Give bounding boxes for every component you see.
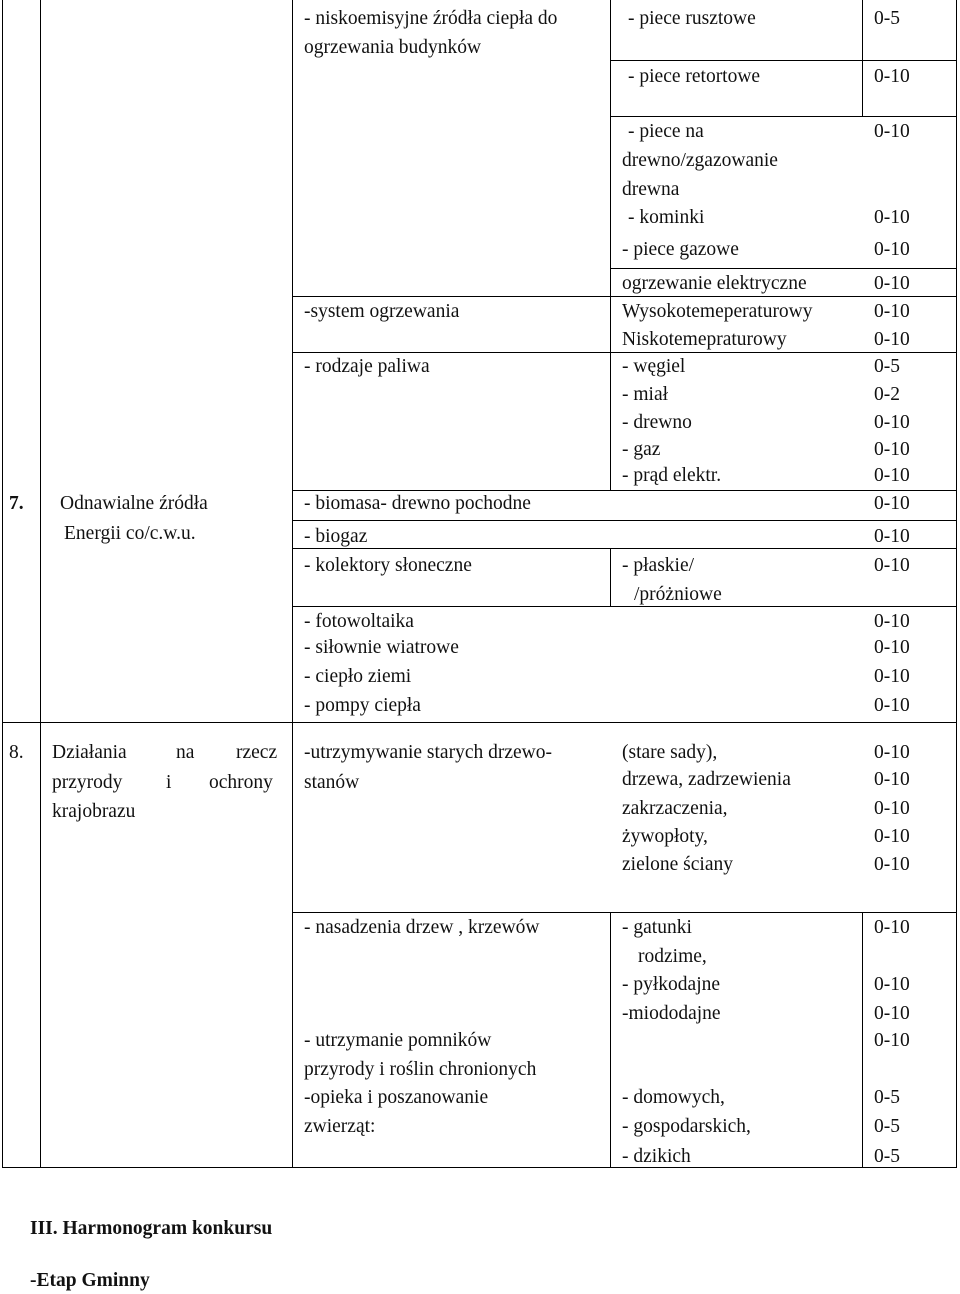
- row-heading: -system ogrzewania: [304, 301, 460, 322]
- item-label: - ciepło ziemi: [304, 666, 412, 687]
- item-label: drewna: [622, 179, 680, 200]
- item-score: 0-10: [874, 637, 910, 658]
- item-label: - biogaz: [304, 526, 368, 547]
- item-sublabel: - dzikich: [622, 1146, 691, 1167]
- item-sublabel: drzewa, zadrzewienia: [622, 769, 791, 790]
- item-label: - węgiel: [622, 356, 686, 377]
- item-label: - pompy ciepła: [304, 695, 421, 716]
- section-subheading: -Etap Gminny: [30, 1270, 150, 1291]
- section-title: Odnawialne źródła: [60, 493, 208, 514]
- item-score: 0-10: [874, 917, 910, 938]
- section-number: 8.: [9, 742, 24, 763]
- item-score: 0-10: [874, 412, 910, 433]
- item-label: -opieka i poszanowanie: [304, 1087, 489, 1108]
- item-label: Wysokotemeperaturowy: [622, 301, 813, 322]
- item-sublabel: zakrzaczenia,: [622, 798, 728, 819]
- item-score: 0-10: [874, 526, 910, 547]
- item-score: 0-10: [874, 66, 910, 87]
- item-score: 0-10: [874, 695, 910, 716]
- item-score: 0-10: [874, 439, 910, 460]
- item-score: 0-10: [874, 273, 910, 294]
- item-sublabel: rodzime,: [638, 946, 707, 967]
- item-label: - piece gazowe: [622, 239, 739, 260]
- item-sublabel: - gospodarskich,: [622, 1116, 751, 1137]
- item-score: 0-10: [874, 1030, 910, 1051]
- item-label: - biomasa- drewno pochodne: [304, 493, 531, 514]
- item-sublabel: (stare sady),: [622, 742, 718, 763]
- item-sublabel: zielone ściany: [622, 854, 733, 875]
- item-sublabel: /próżniowe: [634, 584, 722, 605]
- item-score: 0-10: [874, 1003, 910, 1024]
- item-score: 0-10: [874, 826, 910, 847]
- section-title-word: przyrody: [52, 772, 123, 793]
- item-score: 0-10: [874, 493, 910, 514]
- section-title-word: na: [176, 742, 195, 763]
- item-sublabel: żywopłoty,: [622, 826, 708, 847]
- item-label: - utrzymanie pomników: [304, 1030, 492, 1051]
- item-label: - fotowoltaika: [304, 611, 414, 632]
- item-label: - siłownie wiatrowe: [304, 637, 459, 658]
- section-title-word: i: [166, 772, 172, 793]
- item-score: 0-10: [874, 798, 910, 819]
- section-title-word: ochrony: [209, 772, 273, 793]
- item-score: 0-5: [874, 356, 900, 377]
- item-label: - kominki: [628, 207, 705, 228]
- row-heading-line: - niskoemisyjne źródła ciepła do: [304, 8, 558, 29]
- item-score: 0-5: [874, 1087, 900, 1108]
- item-score: 0-10: [874, 974, 910, 995]
- item-sublabel: - pyłkodajne: [622, 974, 721, 995]
- item-label: drewno/zgazowanie: [622, 150, 778, 171]
- item-label: - miał: [622, 384, 669, 405]
- section-number: 7.: [9, 493, 24, 514]
- item-label: - nasadzenia drzew , krzewów: [304, 917, 540, 938]
- item-score: 0-5: [874, 8, 900, 29]
- section-title-word: rzecz: [236, 742, 278, 763]
- item-label: - piece retortowe: [628, 66, 761, 87]
- item-label: - kolektory słoneczne: [304, 555, 472, 576]
- item-score: 0-10: [874, 742, 910, 763]
- item-score: 0-10: [874, 555, 910, 576]
- item-label: Niskotemepraturowy: [622, 329, 787, 350]
- item-label: - drewno: [622, 412, 692, 433]
- item-score: 0-10: [874, 239, 910, 260]
- item-score: 0-5: [874, 1116, 900, 1137]
- section-title-word: Działania: [52, 742, 127, 763]
- item-score: 0-10: [874, 207, 910, 228]
- section-title-word: krajobrazu: [52, 801, 136, 822]
- item-label: - piece rusztowe: [628, 8, 756, 29]
- row-heading: - rodzaje paliwa: [304, 356, 430, 377]
- item-score: 0-2: [874, 384, 900, 405]
- item-label: -utrzymywanie starych drzewo-: [304, 742, 552, 763]
- item-label: zwierząt:: [304, 1116, 376, 1137]
- item-sublabel: - gatunki: [622, 917, 692, 938]
- item-label: ogrzewanie elektryczne: [622, 273, 807, 294]
- section-title: Energii co/c.w.u.: [64, 523, 196, 544]
- item-score: 0-10: [874, 301, 910, 322]
- item-sublabel: - domowych,: [622, 1087, 725, 1108]
- item-score: 0-10: [874, 769, 910, 790]
- item-score: 0-10: [874, 329, 910, 350]
- item-label: - prąd elektr.: [622, 465, 722, 486]
- item-sublabel: - płaskie/: [622, 555, 695, 576]
- item-label: przyrody i roślin chronionych: [304, 1059, 537, 1080]
- item-score: 0-5: [874, 1146, 900, 1167]
- row-heading-line: ogrzewania budynków: [304, 37, 482, 58]
- item-score: 0-10: [874, 465, 910, 486]
- item-score: 0-10: [874, 121, 910, 142]
- item-score: 0-10: [874, 666, 910, 687]
- item-sublabel: -miododajne: [622, 1003, 721, 1024]
- item-label: - piece na: [628, 121, 704, 142]
- item-score: 0-10: [874, 854, 910, 875]
- item-label: stanów: [304, 772, 360, 793]
- item-score: 0-10: [874, 611, 910, 632]
- section-heading: III. Harmonogram konkursu: [30, 1218, 273, 1239]
- item-label: - gaz: [622, 439, 661, 460]
